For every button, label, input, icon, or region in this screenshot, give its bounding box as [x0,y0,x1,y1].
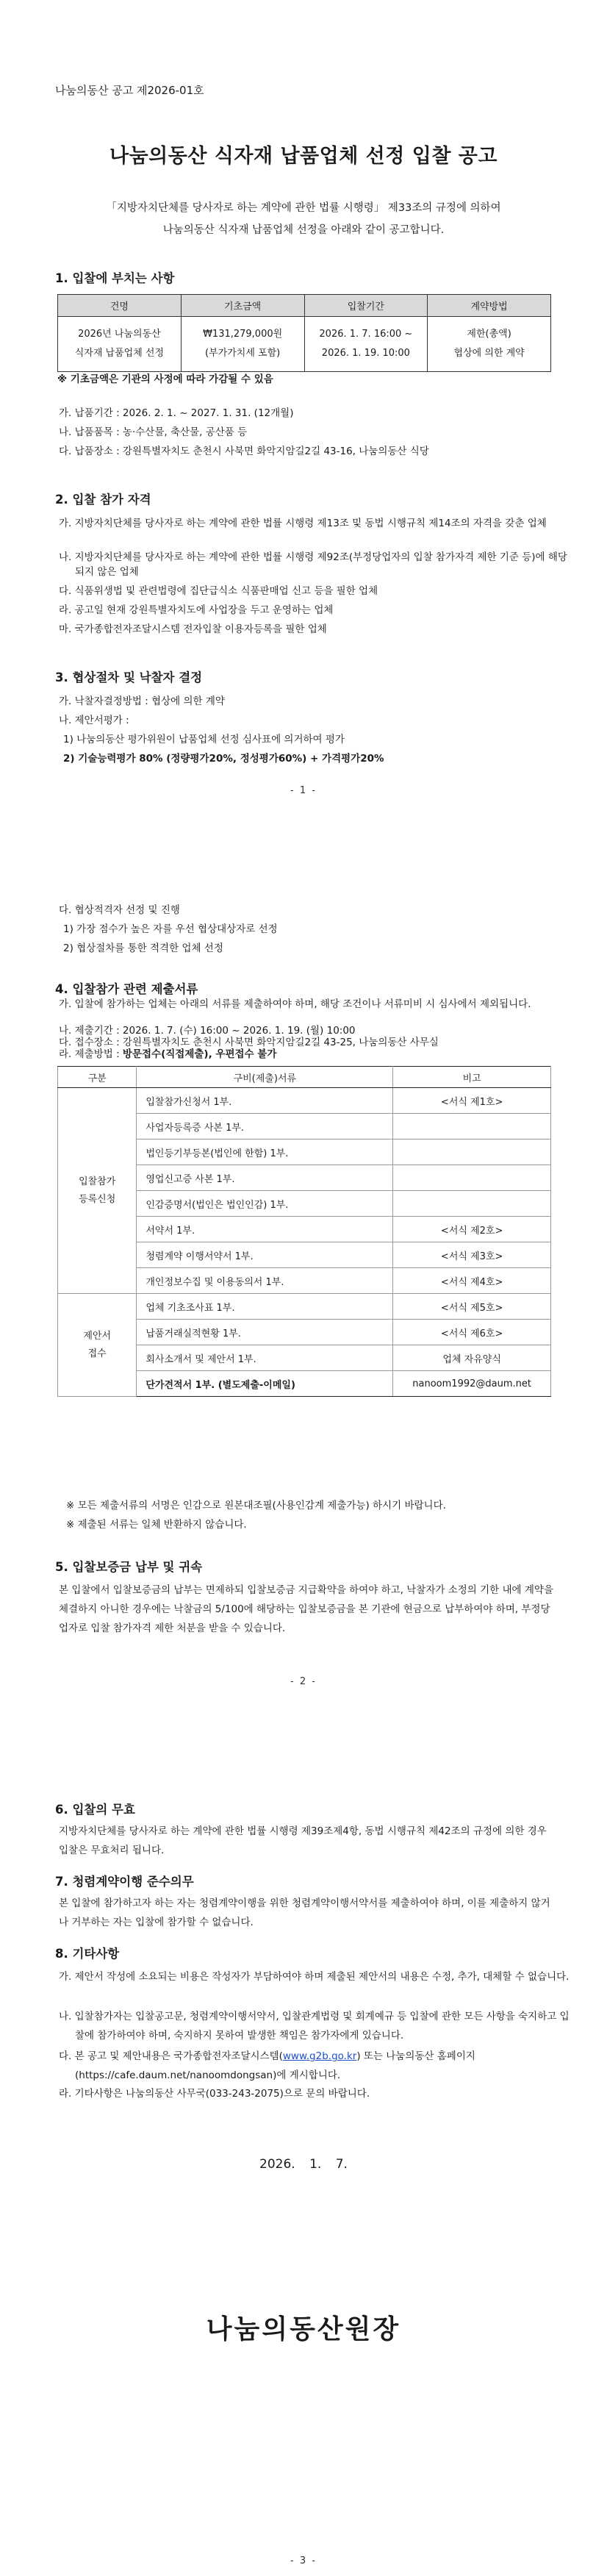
section-8-item: 다. 본 공고 및 제안내용은 국가종합전자조달시스템(www.g2b.go.kr) 또는 나눔의동산 홈페이지 (https://cafe.daum.net/nanoomdongsan)에 게시합니다. [59,2050,475,2081]
section-4-note: ※ 모든 제출서류의 서명은 인감으로 원본대조필(사용인감계 제출가능) 하시기 바랍니다. [66,1500,446,1511]
cell-base-amount: ₩131,279,000원 (부가가치세 포함) [181,317,304,372]
bid-summary-table [57,294,551,372]
doc-item: 영업신고증 사본 1부. [137,1165,393,1191]
cell-contract-method: 제한(총액) 협상에 의한 계약 [428,317,551,372]
doc-note [393,1165,551,1191]
table-header-row [58,295,551,317]
section-3-sub-item: 2) 기술능력평가 80% (정량평가20%, 정성평가60%) + 가격평가20% [63,753,384,765]
page-number: - 2 - [290,1676,317,1687]
notice-date: 2026. 1. 7. [259,2157,348,2172]
section-7-text: 본 입찰에 참가하고자 하는 자는 청렴계약이행을 위한 청렴계약이행서약서를 제출하여야 하며, 이를 제출하지 않거나 거부하는 자는 입찰에 참가할 수 없습니다. [59,1897,550,1928]
documents-table [57,1066,551,1397]
section-3-heading: 3. 협상절차 및 낙찰자 결정 [55,670,203,684]
receipt-place: 다. 접수장소 : 강원특별자치도 춘천시 사북면 화악지암길2길 43-25, 나눔의동산 사무실 [59,1037,439,1048]
col-header: 기초금액 [181,295,304,317]
section-3-item: 나. 제안서평가 : [59,715,129,726]
doc-item: 단가견적서 1부. (별도제출-이메일) [137,1371,393,1397]
submission-method [59,1047,558,1062]
section-3-sub-item: 1) 나눔의동산 평가위원이 납품업체 선정 심사표에 의거하여 평가 [63,734,345,745]
section-8-item: 라. 기타사항은 나눔의동산 사무국(033-243-2075)으로 문의 바랍니다. [59,2088,370,2100]
doc-note: 업체 자유양식 [393,1345,551,1371]
section-3-sub-item: 1) 가장 점수가 높은 자를 우선 협상대상자로 선정 [63,923,278,935]
table-row [58,1294,551,1320]
signer-name: 나눔의동산원장 [206,2314,401,2344]
method-label: 라. 제출방법 : [59,1048,123,1060]
section-2-heading: 2. 입찰 참가 자격 [55,493,151,507]
section-1-item: 가. 납품기간 : 2026. 2. 1. ~ 2027. 1. 31. (12개월) [59,407,294,419]
section-2-item: 라. 공고일 현재 강원특별자치도에 사업장을 두고 운영하는 업체 [59,604,334,616]
doc-note: <서식 제6호> [393,1320,551,1345]
section-6-heading: 6. 입찰의 무효 [55,1803,135,1817]
col-header: 입찰기간 [304,295,428,317]
section-6-text: 지방자치단체를 당사자로 하는 계약에 관한 법률 시행령 제39조제4항, 동법 시행규칙 제42조의 규정에 의한 경우 입찰은 무효처리 됩니다. [59,1825,547,1856]
page-number: - 3 - [290,2555,317,2566]
section-1-heading: 1. 입찰에 부치는 사항 [55,271,175,285]
section-7-heading: 7. 청렴계약이행 준수의무 [55,1875,194,1889]
col-header: 계약방법 [428,295,551,317]
doc-note: <서식 제5호> [393,1294,551,1320]
g2b-link[interactable]: www.g2b.go.kr [282,2050,357,2062]
doc-note: <서식 제2호> [393,1217,551,1242]
intro-line: 「지방자치단체를 당사자로 하는 계약에 관한 법률 시행령」 제33조의 규정에 의하여 [106,202,501,214]
section-8-heading: 8. 기타사항 [55,1947,120,1961]
table-row [58,317,551,372]
doc-item: 업체 기초조사표 1부. [137,1294,393,1320]
doc-note [393,1191,551,1217]
section-2-item: 마. 국가종합전자조달시스템 전자입찰 이용자등록을 필한 업체 [59,623,327,635]
section-2-item: 다. 식품위생법 및 관련법령에 집단급식소 식품판매업 신고 등을 필한 업체 [59,585,378,597]
doc-note-email: nanoom1992@daum.net [393,1371,551,1397]
doc-note: <서식 제1호> [393,1088,551,1114]
page-1 [0,0,607,879]
doc-item: 입찰참가신청서 1부. [137,1088,393,1114]
doc-item: 회사소개서 및 제안서 1부. [137,1345,393,1371]
notice-number: 나눔의동산 공고 제2026-01호 [55,84,204,97]
cell-bid-period: 2026. 1. 7. 16:00 ~ 2026. 1. 19. 10:00 [304,317,428,372]
page-title: 나눔의동산 식자재 납품업체 선정 입찰 공고 [109,145,498,168]
doc-note: <서식 제3호> [393,1242,551,1268]
doc-item: 서약서 1부. [137,1217,393,1242]
doc-note [393,1114,551,1139]
doc-item: 납품거래실적현황 1부. [137,1320,393,1345]
group-cell: 제안서 접수 [58,1294,137,1397]
page-3 [0,1772,607,2576]
section-8-item: 가. 제안서 작성에 소요되는 비용은 작성자가 부담하여야 하며 제출된 제안서의 내용은 수정, 추가, 대체할 수 없습니다. [59,1971,570,1983]
col-header: 비고 [393,1067,551,1088]
cell-item-name: 2026년 나눔의동산 식자재 납품업체 선정 [58,317,182,372]
section-4-heading: 4. 입찰참가 관련 제출서류 [55,982,198,996]
doc-item: 개인정보수집 및 이용동의서 1부. [137,1268,393,1294]
section-4-item: 나. 제출기간 : 2026. 1. 7. (수) 16:00 ~ 2026. 1. 19. (월) 10:00 [59,1025,356,1037]
col-header: 건명 [58,295,182,317]
doc-note [393,1139,551,1165]
section-1-item: 나. 납품품목 : 농·수산물, 축산물, 공산품 등 [59,426,248,438]
base-amount-note: ※ 기초금액은 기관의 사정에 따라 가감될 수 있음 [57,373,273,385]
section-4-item: 가. 입찰에 참가하는 업체는 아래의 서류를 제출하여야 하며, 해당 조건이나 서류미비 시 심사에서 제외됩니다. [59,998,531,1010]
intro-text [44,197,563,241]
table-header-row [58,1067,551,1088]
col-header: 구비(제출)서류 [137,1067,393,1088]
section-3-item: 가. 낙찰자결정방법 : 협상에 의한 계약 [59,695,225,707]
section-2-item: 나. 지방자치단체를 당사자로 하는 계약에 관한 법률 시행령 제92조(부정당업자의 입찰 참가자격 제한 기준 등)에 해당되지 않은 업체 [59,551,567,578]
intro-line: 나눔의동산 식자재 납품업체 선정을 아래와 같이 공고합니다. [162,224,445,236]
method-value: 방문접수(직접제출), 우편접수 불가 [122,1048,277,1060]
section-3-item: 다. 협상적격자 선정 및 진행 [59,904,180,916]
section-4-note: ※ 제출된 서류는 일체 반환하지 않습니다. [66,1519,247,1531]
group-cell: 입찰참가 등록신청 [58,1088,137,1294]
col-header: 구분 [58,1067,137,1088]
section-2-item: 가. 지방자치단체를 당사자로 하는 계약에 관한 법률 시행령 제13조 및 동법 시행규칙 제14조의 자격을 갖춘 업체 [59,518,547,529]
page-number: - 1 - [290,785,317,796]
section-5-heading: 5. 입찰보증금 납부 및 귀속 [55,1560,203,1574]
section-8-item: 나. 입찰참가자는 입찰공고문, 청렴계약이행서약서, 입찰관계법령 및 회계예규 등 입찰에 관한 모든 사항을 숙지하고 입찰에 참가하여야 하며, 숙지하지 못하여 발생한 책임은 참가자에게 있습니다. [59,2011,570,2042]
table-row [58,1088,551,1114]
doc-item: 청렴계약 이행서약서 1부. [137,1242,393,1268]
doc-item: 인감증명서(법인은 법인인감) 1부. [137,1191,393,1217]
section-1-item: 다. 납품장소 : 강원특별자치도 춘천시 사북면 화악지암길2길 43-16, 나눔의동산 식당 [59,446,429,457]
section-5-text: 본 입찰에서 입찰보증금의 납부는 면제하되 입찰보증금 지급확약을 하여야 하고, 낙찰자가 소정의 기한 내에 계약을 체결하지 아니한 경우에는 낙찰금의 5/100에 해당하는 입찰보증금을 본 기관에 현금으로 납부하여야 하며, 부정당업자로 입찰 참가자격 제한 처분을 받을 수 있습니다. [59,1584,554,1634]
doc-note: <서식 제4호> [393,1268,551,1294]
doc-item: 법인등기부등본(법인에 한함) 1부. [137,1139,393,1165]
section-3-sub-item: 2) 협상절차를 통한 적격한 업체 선정 [63,942,223,954]
doc-item: 사업자등록증 사본 1부. [137,1114,393,1139]
